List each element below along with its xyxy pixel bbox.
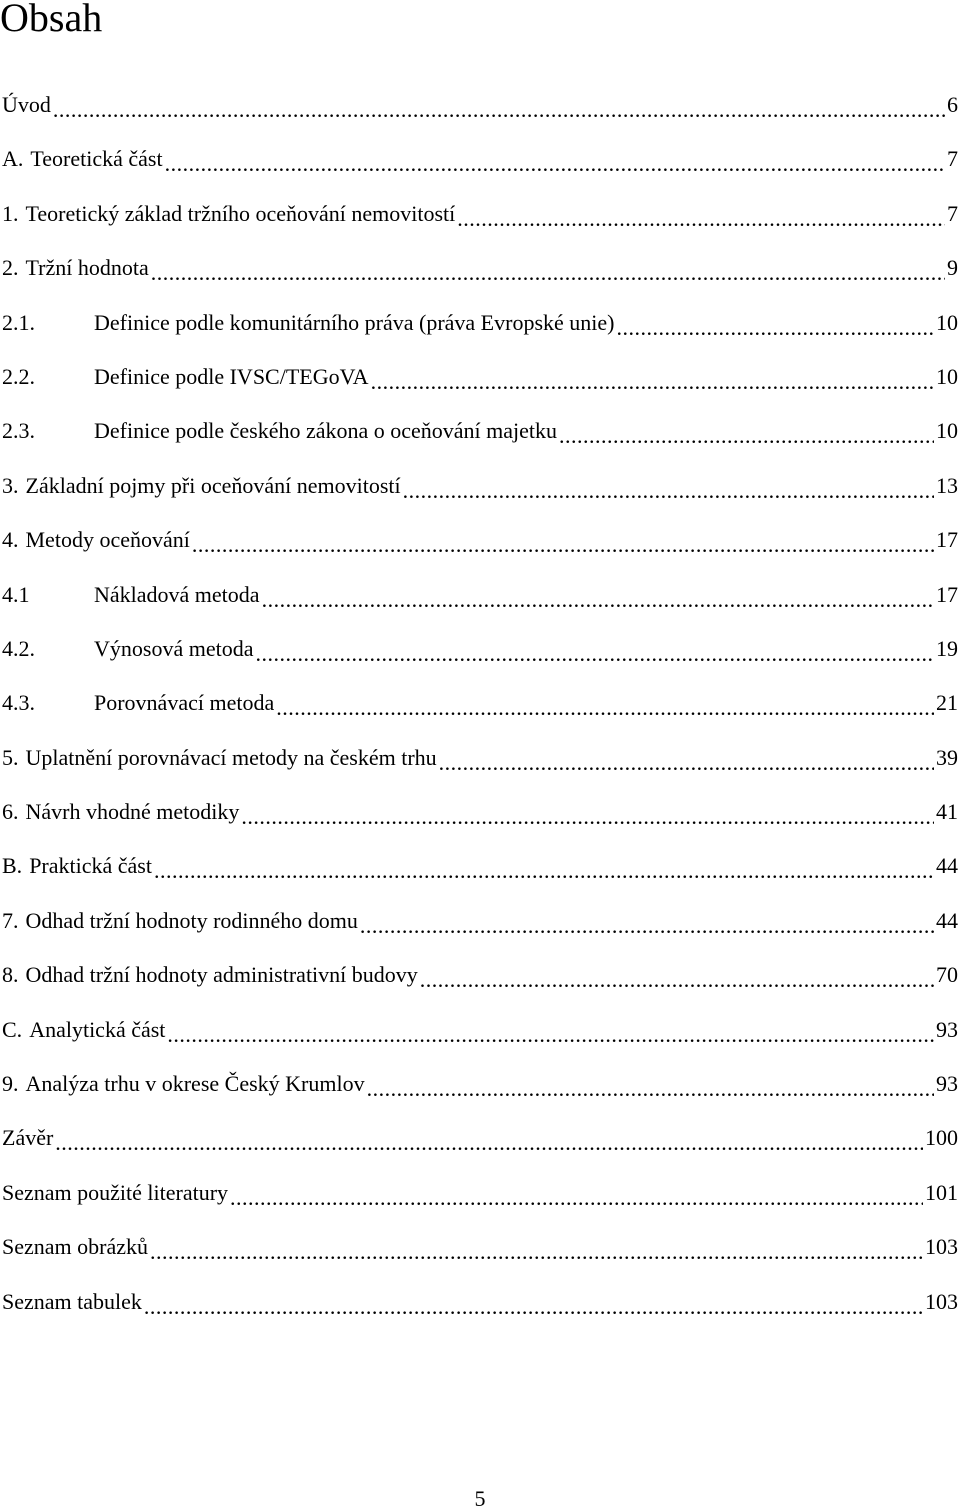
toc-entry[interactable] [2,143,958,197]
toc-entry-page: 103 [925,1234,958,1260]
toc-entry[interactable] [2,1177,958,1231]
toc-entry-number: 4.2. [2,635,35,661]
toc-entry[interactable] [2,796,958,850]
toc-entry[interactable] [2,1014,958,1068]
toc-entry[interactable] [2,633,958,687]
toc-entry[interactable] [2,959,958,1013]
toc-entry-label: Analýza trhu v okrese Český Krumlov [25,1071,365,1097]
toc-entry-page: 6 [947,92,958,117]
toc-entry-page: 44 [936,853,958,879]
toc-entry-page: 7 [947,200,958,226]
toc-entry[interactable] [2,361,958,415]
toc-entry-label: Výnosová metoda [94,635,254,661]
toc-entry-page: 70 [936,962,958,988]
toc-dot-leader [165,143,945,175]
toc-entry-label: Základní pojmy při oceňování nemovitostí [25,472,401,498]
toc-dot-leader [167,1014,934,1046]
toc-dot-leader [616,307,934,339]
toc-entry-number: 7. [2,907,19,933]
toc-entry-label: Seznam tabulek [2,1288,142,1314]
toc-entry-label: Definice podle českého zákona o oceňování majetku [94,418,558,444]
toc-dot-leader [371,361,934,393]
toc-dot-leader [144,1286,923,1318]
toc-entry-number: 2. [2,255,19,281]
toc-entry-page: 17 [936,527,958,553]
toc-entry-number: A. [2,146,24,172]
toc-entry-label: Praktická část [29,853,152,879]
toc-entry[interactable] [2,687,958,741]
toc-dot-leader [262,579,934,611]
toc-entry-number: 3. [2,472,19,498]
toc-entry-label: Teoretická část [30,146,163,172]
toc-entry[interactable] [2,742,958,796]
toc-entry-page: 17 [936,581,958,607]
toc-entry[interactable] [2,524,958,578]
toc-entry-number: B. [2,853,23,879]
toc-entry-label: Tržní hodnota [25,255,149,281]
toc-entry-page: 93 [936,1071,958,1097]
toc-entry-page: 10 [936,418,958,444]
toc-entry-page: 41 [936,799,958,825]
toc-entry-label: Metody oceňování [25,527,190,553]
page-number: 5 [474,1486,486,1511]
table-of-contents [2,89,958,1340]
toc-entry-number: 4. [2,527,19,553]
toc-entry-label: Odhad tržní hodnoty rodinného domu [25,907,358,933]
toc-dot-leader [255,633,934,665]
toc-entry-page: 7 [947,146,958,172]
toc-entry[interactable] [2,470,958,524]
toc-entry-label: Seznam použité literatury [2,1179,229,1205]
toc-dot-leader [367,1068,934,1100]
toc-entry[interactable] [2,198,958,252]
toc-dot-leader [230,1177,923,1209]
toc-entry-number: 9. [2,1071,19,1097]
toc-entry-page: 21 [936,690,958,716]
toc-entry-page: 93 [936,1016,958,1042]
toc-entry-label: Úvod [2,92,51,117]
toc-entry[interactable] [2,1231,958,1285]
toc-entry[interactable] [2,1068,958,1122]
toc-dot-leader [55,1122,923,1154]
page-title: Obsah [0,0,103,40]
toc-entry-label: Nákladová metoda [94,581,260,607]
toc-entry-label: Seznam obrázků [2,1234,148,1260]
toc-entry-number: 2.1. [2,309,35,335]
toc-dot-leader [439,742,934,774]
toc-entry-label: Teoretický základ tržního oceňování nemovitostí [25,200,456,226]
toc-entry-page: 19 [936,635,958,661]
toc-entry-label: Analytická část [29,1016,166,1042]
toc-entry-number: 2.3. [2,418,35,444]
toc-entry[interactable] [2,1286,958,1340]
toc-entry-number: 1. [2,200,19,226]
toc-entry-number: 8. [2,962,19,988]
toc-dot-leader [241,796,934,828]
toc-entry[interactable] [2,1122,958,1176]
toc-entry[interactable] [2,252,958,306]
toc-entry-label: Porovnávací metoda [94,690,275,716]
toc-entry[interactable] [2,905,958,959]
toc-entry-page: 101 [925,1179,958,1205]
toc-dot-leader [559,415,934,447]
toc-dot-leader [276,687,934,719]
toc-entry-number: C. [2,1016,23,1042]
toc-entry-number: 6. [2,799,19,825]
toc-dot-leader [150,1231,923,1263]
toc-entry-page: 10 [936,363,958,389]
toc-dot-leader [154,850,934,882]
toc-entry-page: 13 [936,472,958,498]
toc-entry-page: 100 [925,1125,958,1151]
toc-entry-page: 9 [947,255,958,281]
toc-entry-label: Odhad tržní hodnoty administrativní budovy [25,962,418,988]
toc-entry[interactable] [2,579,958,633]
toc-dot-leader [192,524,934,556]
toc-entry-page: 10 [936,309,958,335]
toc-entry[interactable] [2,89,958,143]
toc-entry-number: 4.1 [2,581,30,607]
toc-entry[interactable] [2,415,958,469]
toc-dot-leader [420,959,934,991]
toc-dot-leader [360,905,934,937]
toc-dot-leader [151,252,945,284]
toc-entry-label: Uplatnění porovnávací metody na českém trhu [25,744,437,770]
toc-dot-leader [403,470,934,502]
toc-entry[interactable] [2,307,958,361]
toc-entry-number: 5. [2,744,19,770]
toc-entry-page: 39 [936,744,958,770]
toc-entry-number: 4.3. [2,690,35,716]
toc-entry-label: Definice podle IVSC/TEGoVA [94,363,369,389]
toc-entry-number: 2.2. [2,363,35,389]
toc-entry-label: Závěr [2,1125,54,1151]
toc-entry-label: Definice podle komunitárního práva (práva Evropské unie) [94,309,615,335]
toc-entry[interactable] [2,850,958,904]
toc-entry-page: 103 [925,1288,958,1314]
toc-entry-label: Návrh vhodné metodiky [25,799,240,825]
toc-entry-page: 44 [936,907,958,933]
toc-dot-leader [53,89,945,121]
toc-dot-leader [457,198,945,230]
